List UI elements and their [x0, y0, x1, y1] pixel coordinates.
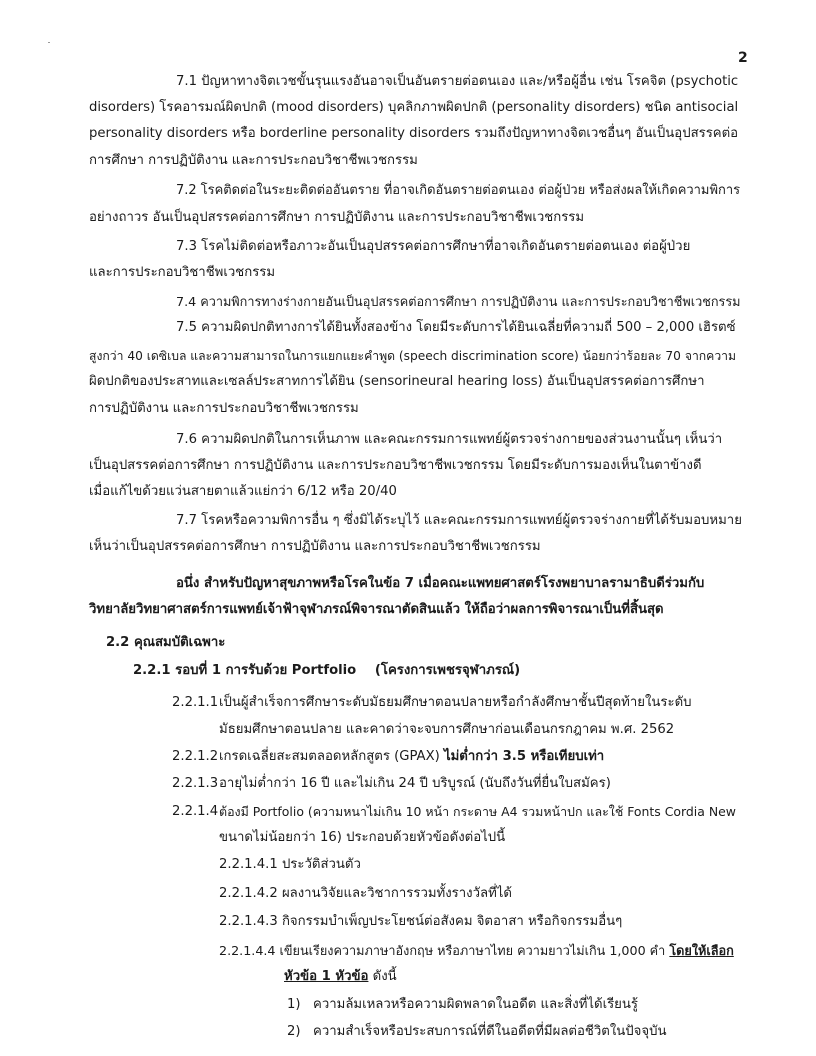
round-heading — [133, 661, 520, 681]
item-2-2-1-4-line-2: ขนาดไม่น้อยกว่า 16) ประกอบด้วยหัวข้อดังต่อไปนี้ — [219, 830, 506, 845]
para-7-1-line-2: disorders) โรคอารมณ์ผิดปกติ (mood disorders) บุคลิกภาพผิดปกติ (personality disorders) ชนิด antisocial — [89, 100, 739, 115]
para-7-1-line-4: การศึกษา การปฏิบัติงาน และการประกอบวิชาชีพเวชกรรม — [89, 153, 418, 168]
subitem-2-number: 2.2.1.4.2 — [219, 886, 278, 901]
page-number: 2 — [738, 50, 748, 66]
scan-speck — [48, 42, 50, 43]
subitem-2-text: ผลงานวิจัยและวิชาการรวมทั้งรางวัลที่ได้ — [281, 886, 512, 901]
subitem-1-text: ประวัติส่วนตัว — [281, 857, 361, 872]
note-line-1: อนึ่ง สำหรับปัญหาสุขภาพหรือโรคในข้อ 7 เมื่อคณะแพทยศาสตร์โรงพยาบาลรามาธิบดีร่วมกับ — [176, 576, 705, 591]
topic-2-text: ความสำเร็จหรือประสบการณ์ที่ดีในอดีตที่มีผลต่อชีวิตในปัจจุบัน — [313, 1024, 667, 1039]
item-2-2-1-3-number: 2.2.1.3 — [172, 776, 219, 791]
subitem-4-line-2 — [284, 967, 397, 987]
round-project: (โครงการเพชรจุฬาภรณ์) — [374, 663, 521, 678]
item-2-2-1-2-number: 2.2.1.2 — [172, 749, 219, 764]
para-7-6-line-1: 7.6 ความผิดปกติในการเห็นภาพ และคณะกรรมการแพทย์ผู้ตรวจร่างกายของส่วนงานนั้นๆ เห็นว่า — [176, 432, 723, 447]
para-7-5-line-2: สูงกว่า 40 เดซิเบล และความสามารถในการแยกแยะคำพูด (speech discrimination score) น้อยกว่าร้อยละ 70 จากความ — [89, 349, 737, 363]
para-7-6-line-2: เป็นอุปสรรคต่อการศึกษา การปฏิบัติงาน และการประกอบวิชาชีพเวชกรรม โดยมีระดับการมองเห็นในตาข้างดี — [89, 458, 702, 473]
para-7-5-line-1: 7.5 ความผิดปกติทางการได้ยินทั้งสองข้าง โดยมีระดับการได้ยินเฉลี่ยที่ความถี่ 500 – 2,000 เฮิรตซ์ — [176, 320, 736, 335]
para-7-6-line-3: เมื่อแก้ไขด้วยแว่นสายตาแล้วแย่กว่า 6/12 หรือ 20/40 — [89, 484, 397, 499]
para-7-3-line-2: และการประกอบวิชาชีพเวชกรรม — [89, 265, 276, 280]
subitem-4 — [219, 941, 734, 961]
para-7-1-line-1: 7.1 ปัญหาทางจิตเวชขั้นรุนแรงอันอาจเป็นอันตรายต่อตนเอง และ/หรือผู้อื่น เช่น โรคจิต (psychotic — [176, 74, 739, 89]
subitem-2 — [219, 884, 512, 904]
subitem-3-text: กิจกรรมบำเพ็ญประโยชน์ต่อสังคม จิตอาสา หรือกิจกรรมอื่นๆ — [281, 914, 623, 929]
item-2-2-1-2-text: เกรดเฉลี่ยสะสมตลอดหลักสูตร (GPAX) — [219, 749, 444, 764]
round-title: รอบที่ 1 การรับด้วย Portfolio — [175, 663, 357, 678]
item-2-2-1-4-line-1: ต้องมี Portfolio (ความหนาไม่เกิน 10 หน้า กระดาษ A4 รวมหน้าปก และใช้ Fonts Cordia New — [219, 804, 736, 819]
para-7-2-line-1: 7.2 โรคติดต่อในระยะติดต่ออันตราย ที่อาจเกิดอันตรายต่อตนเอง ต่อผู้ป่วย หรือส่งผลให้เกิดความพิการ — [176, 183, 741, 198]
para-7-2-line-2: อย่างถาวร อันเป็นอุปสรรคต่อการศึกษา การปฏิบัติงาน และการประกอบวิชาชีพเวชกรรม — [89, 210, 585, 225]
topic-1-text: ความล้มเหลวหรือความผิดพลาดในอดีต และสิ่งที่ได้เรียนรู้ — [313, 997, 638, 1012]
para-7-4-line-1: 7.4 ความพิการทางร่างกายอันเป็นอุปสรรคต่อการศึกษา การปฏิบัติงาน และการประกอบวิชาชีพเวชกรรม — [176, 294, 741, 309]
item-2-2-1-1-line-2: มัธยมศึกษาตอนปลาย และคาดว่าจะจบการศึกษาก่อนเดือนกรกฎาคม พ.ศ. 2562 — [219, 722, 675, 737]
item-2-2-1-2-bold: ไม่ต่ำกว่า 3.5 หรือเทียบเท่า — [443, 749, 605, 764]
para-7-7-line-2: เห็นว่าเป็นอุปสรรคต่อการศึกษา การปฏิบัติงาน และการประกอบวิชาชีพเวชกรรม — [89, 539, 541, 554]
para-7-5-line-4: การปฏิบัติงาน และการประกอบวิชาชีพเวชกรรม — [89, 401, 359, 416]
note-line-2: วิทยาลัยวิทยาศาสตร์การแพทย์เจ้าฟ้าจุฬาภรณ์พิจารณาตัดสินแล้ว ให้ถือว่าผลการพิจารณาเป็นที่สิ้นสุด — [89, 602, 664, 617]
subitem-1 — [219, 855, 361, 875]
subitem-4-text: เขียนเรียงความภาษาอังกฤษ หรือภาษาไทย ความยาวไม่เกิน 1,000 คำ — [279, 943, 670, 958]
para-7-1-line-3: personality disorders หรือ borderline personality disorders รวมถึงปัญหาทางจิตเวชอื่นๆ อันเป็นอุปสรรคต่อ — [89, 126, 739, 141]
subitem-1-number: 2.2.1.4.1 — [219, 857, 278, 872]
item-2-2-1-1-line-1: เป็นผู้สำเร็จการศึกษาระดับมัธยมศึกษาตอนปลายหรือกำลังศึกษาชั้นปีสุดท้ายในระดับ — [219, 695, 692, 710]
item-2-2-1-1-number: 2.2.1.1 — [172, 695, 219, 710]
topic-1-number: 1) — [287, 997, 301, 1012]
subitem-3 — [219, 912, 622, 932]
para-7-7-line-1: 7.7 โรคหรือความพิการอื่น ๆ ซึ่งมิได้ระบุไว้ และคณะกรรมการแพทย์ผู้ตรวจร่างกายที่ได้รับมอบหมาย — [176, 513, 742, 528]
para-7-3-line-1: 7.3 โรคไม่ติดต่อหรือภาวะอันเป็นอุปสรรคต่อการศึกษาที่อาจเกิดอันตรายต่อตนเอง ต่อผู้ป่วย — [176, 239, 691, 254]
topic-2-number: 2) — [287, 1024, 301, 1039]
section-heading: 2.2 คุณสมบัติเฉพาะ — [106, 635, 226, 650]
subitem-4-line-2-rest: ดังนี้ — [368, 969, 397, 984]
item-2-2-1-3-text: อายุไม่ต่ำกว่า 16 ปี และไม่เกิน 24 ปี บริบูรณ์ (นับถึงวันที่ยื่นใบสมัคร) — [219, 776, 611, 791]
subitem-4-number: 2.2.1.4.4 — [219, 943, 276, 958]
subitem-3-number: 2.2.1.4.3 — [219, 914, 278, 929]
round-number: 2.2.1 — [133, 663, 171, 678]
subitem-4-underline: โดยให้เลือก — [669, 943, 734, 958]
subitem-4-line-2-underline: หัวข้อ 1 หัวข้อ — [284, 969, 369, 984]
para-7-5-line-3: ผิดปกติของประสาทและเซลล์ประสาทการได้ยิน (sensorineural hearing loss) อันเป็นอุปสรรคต่อการศึกษา — [89, 374, 705, 389]
item-2-2-1-2 — [219, 747, 604, 767]
item-2-2-1-4-number: 2.2.1.4 — [172, 804, 219, 819]
